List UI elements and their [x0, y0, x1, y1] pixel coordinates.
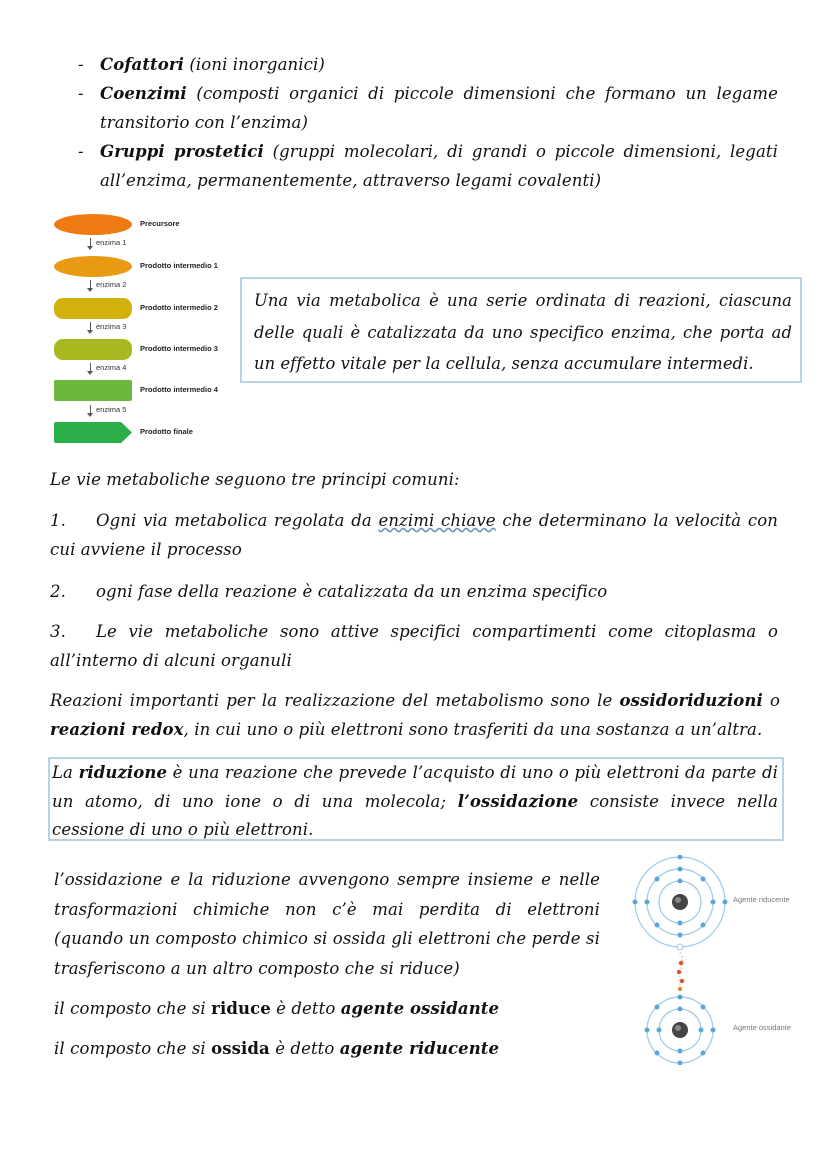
box-text: consiste invece nella cessione di uno o più elettroni. [52, 791, 779, 839]
electron-transfer-illustration [630, 855, 800, 1065]
atoms-svg [630, 855, 730, 1065]
reducing-agent-line [54, 1034, 614, 1063]
redox-text: , in cui uno o più elettroni sono trasferiti da una sostanza a un’altra. [183, 720, 763, 739]
reducing-agent-atom [633, 855, 728, 950]
electron-transfer-path [677, 952, 684, 991]
agent-text: il composto che si [54, 999, 212, 1018]
agent-text: è detto [270, 999, 341, 1018]
redox-intro [50, 686, 780, 744]
pathway-stage [54, 298, 132, 319]
redox-text: Reazioni importanti per la realizzazione del metabolismo sono le [50, 691, 620, 710]
pathway-stage [54, 339, 132, 360]
principle-2 [50, 577, 778, 606]
redox-text: o [762, 691, 780, 710]
stage-label: Prodotto intermedio 3 [140, 344, 218, 353]
list-item: - Coenzimi (composti organici di piccole dimensioni che formano un legame transitorio con l’enzima) [78, 84, 778, 132]
redox-definition-text [52, 759, 778, 845]
stage-label: Prodotto intermedio 4 [140, 385, 218, 394]
oxidizing-agent-atom [645, 995, 716, 1066]
cofactor-list [78, 50, 778, 195]
definition-text: Una via metabolica è una serie ordinata di reazioni, ciascuna delle quali è catalizzata da uno specifico enzima, che porta ad un effetto vitale per la cellula, senza accumulare intermedi. [254, 291, 792, 373]
definition-box [240, 277, 802, 383]
redox-definition-box [48, 757, 784, 841]
redox-together-text: l’ossidazione e la riduzione avvengono sempre insieme e nelle trasformazioni chimiche non c’è mai perdita di elettroni (quando un composto chimico si ossida gli elettroni che perde si trasferiscono a un altro composto che si riduce) [54, 870, 600, 978]
stage-label: Precursore [140, 219, 180, 228]
redox-term: ossidoriduzioni [619, 691, 763, 710]
arrow-down-icon [90, 322, 91, 331]
pathway-stage [54, 214, 132, 235]
oxidizing-agent-label: Agente ossidante [733, 1023, 791, 1032]
agent-text: è detto [269, 1039, 340, 1058]
bullet-text: (ioni inorganici) [184, 55, 325, 74]
arrow-down-icon [90, 363, 91, 372]
metabolic-pathway-diagram [50, 210, 240, 450]
principle-1 [50, 506, 778, 564]
stage-label: Prodotto intermedio 2 [140, 303, 218, 312]
agent-term: agente ossidante [340, 999, 500, 1018]
bullet-term: Gruppi prostetici [100, 142, 264, 161]
bullet-text: (gruppi molecolari, di grandi o piccole dimensioni, legati all’enzima, permanentemente, attraverso legami covalenti) [100, 142, 778, 190]
principle-text: che determinano la velocità con cui avviene il processo [50, 511, 778, 559]
reducing-agent-label: Agente riducente [733, 895, 790, 904]
box-text: è una reazione che prevede l’acquisto di uno o più elettroni da parte di un atomo, di uno ione o di una molecola; [52, 763, 778, 811]
box-text: La [52, 763, 79, 782]
enzyme-label: enzima 3 [96, 322, 127, 331]
stage-label: Prodotto finale [140, 427, 193, 436]
principle-3 [50, 617, 778, 675]
principle-text: ogni fase della reazione è catalizzata da un enzima specifico [95, 582, 608, 601]
agent-verb: riduce [211, 999, 271, 1018]
enzyme-label: enzima 4 [96, 363, 127, 372]
arrow-down-icon [90, 238, 91, 247]
principle-number: 3. [50, 622, 66, 641]
arrow-down-icon [90, 280, 91, 289]
enzyme-label: enzima 5 [96, 405, 127, 414]
bullet-text: (composti organici di piccole dimensioni che formano un legame transitorio con l’enzima) [100, 84, 778, 132]
principles-heading: Le vie metaboliche seguono tre principi comuni: [50, 470, 460, 489]
key-enzymes-term: enzimi chiave [378, 511, 496, 530]
redox-term: reazioni redox [50, 720, 184, 739]
list-item: - Cofattori (ioni inorganici) [78, 55, 325, 74]
list-item: - Gruppi prostetici (gruppi molecolari, di grandi o piccole dimensioni, legati all’enzima, permanentemente, attraverso legami covalenti) [78, 142, 778, 190]
agent-verb: ossida [211, 1039, 270, 1058]
principle-number: 1. [50, 511, 66, 530]
principle-number: 2. [50, 582, 66, 601]
enzyme-label: enzima 1 [96, 238, 127, 247]
bullet-term: Cofattori [100, 55, 185, 74]
arrow-down-icon [90, 405, 91, 414]
pathway-stage-final [54, 422, 132, 443]
principle-text: Le vie metaboliche sono attive specifici compartimenti come citoplasma o all’interno di alcuni organuli [50, 622, 778, 670]
enzyme-label: enzima 2 [96, 280, 127, 289]
box-term: l’ossidazione [457, 791, 579, 811]
stage-label: Prodotto intermedio 1 [140, 261, 218, 270]
pathway-stage [54, 256, 132, 277]
principle-text: Ogni via metabolica regolata da [95, 511, 379, 530]
agent-term: agente riducente [339, 1039, 500, 1058]
box-term: riduzione [78, 763, 168, 782]
agent-text: il composto che si [54, 1039, 212, 1058]
pathway-stage [54, 380, 132, 401]
bullet-term: Coenzimi [100, 84, 187, 103]
oxidizing-agent-line [54, 994, 614, 1023]
